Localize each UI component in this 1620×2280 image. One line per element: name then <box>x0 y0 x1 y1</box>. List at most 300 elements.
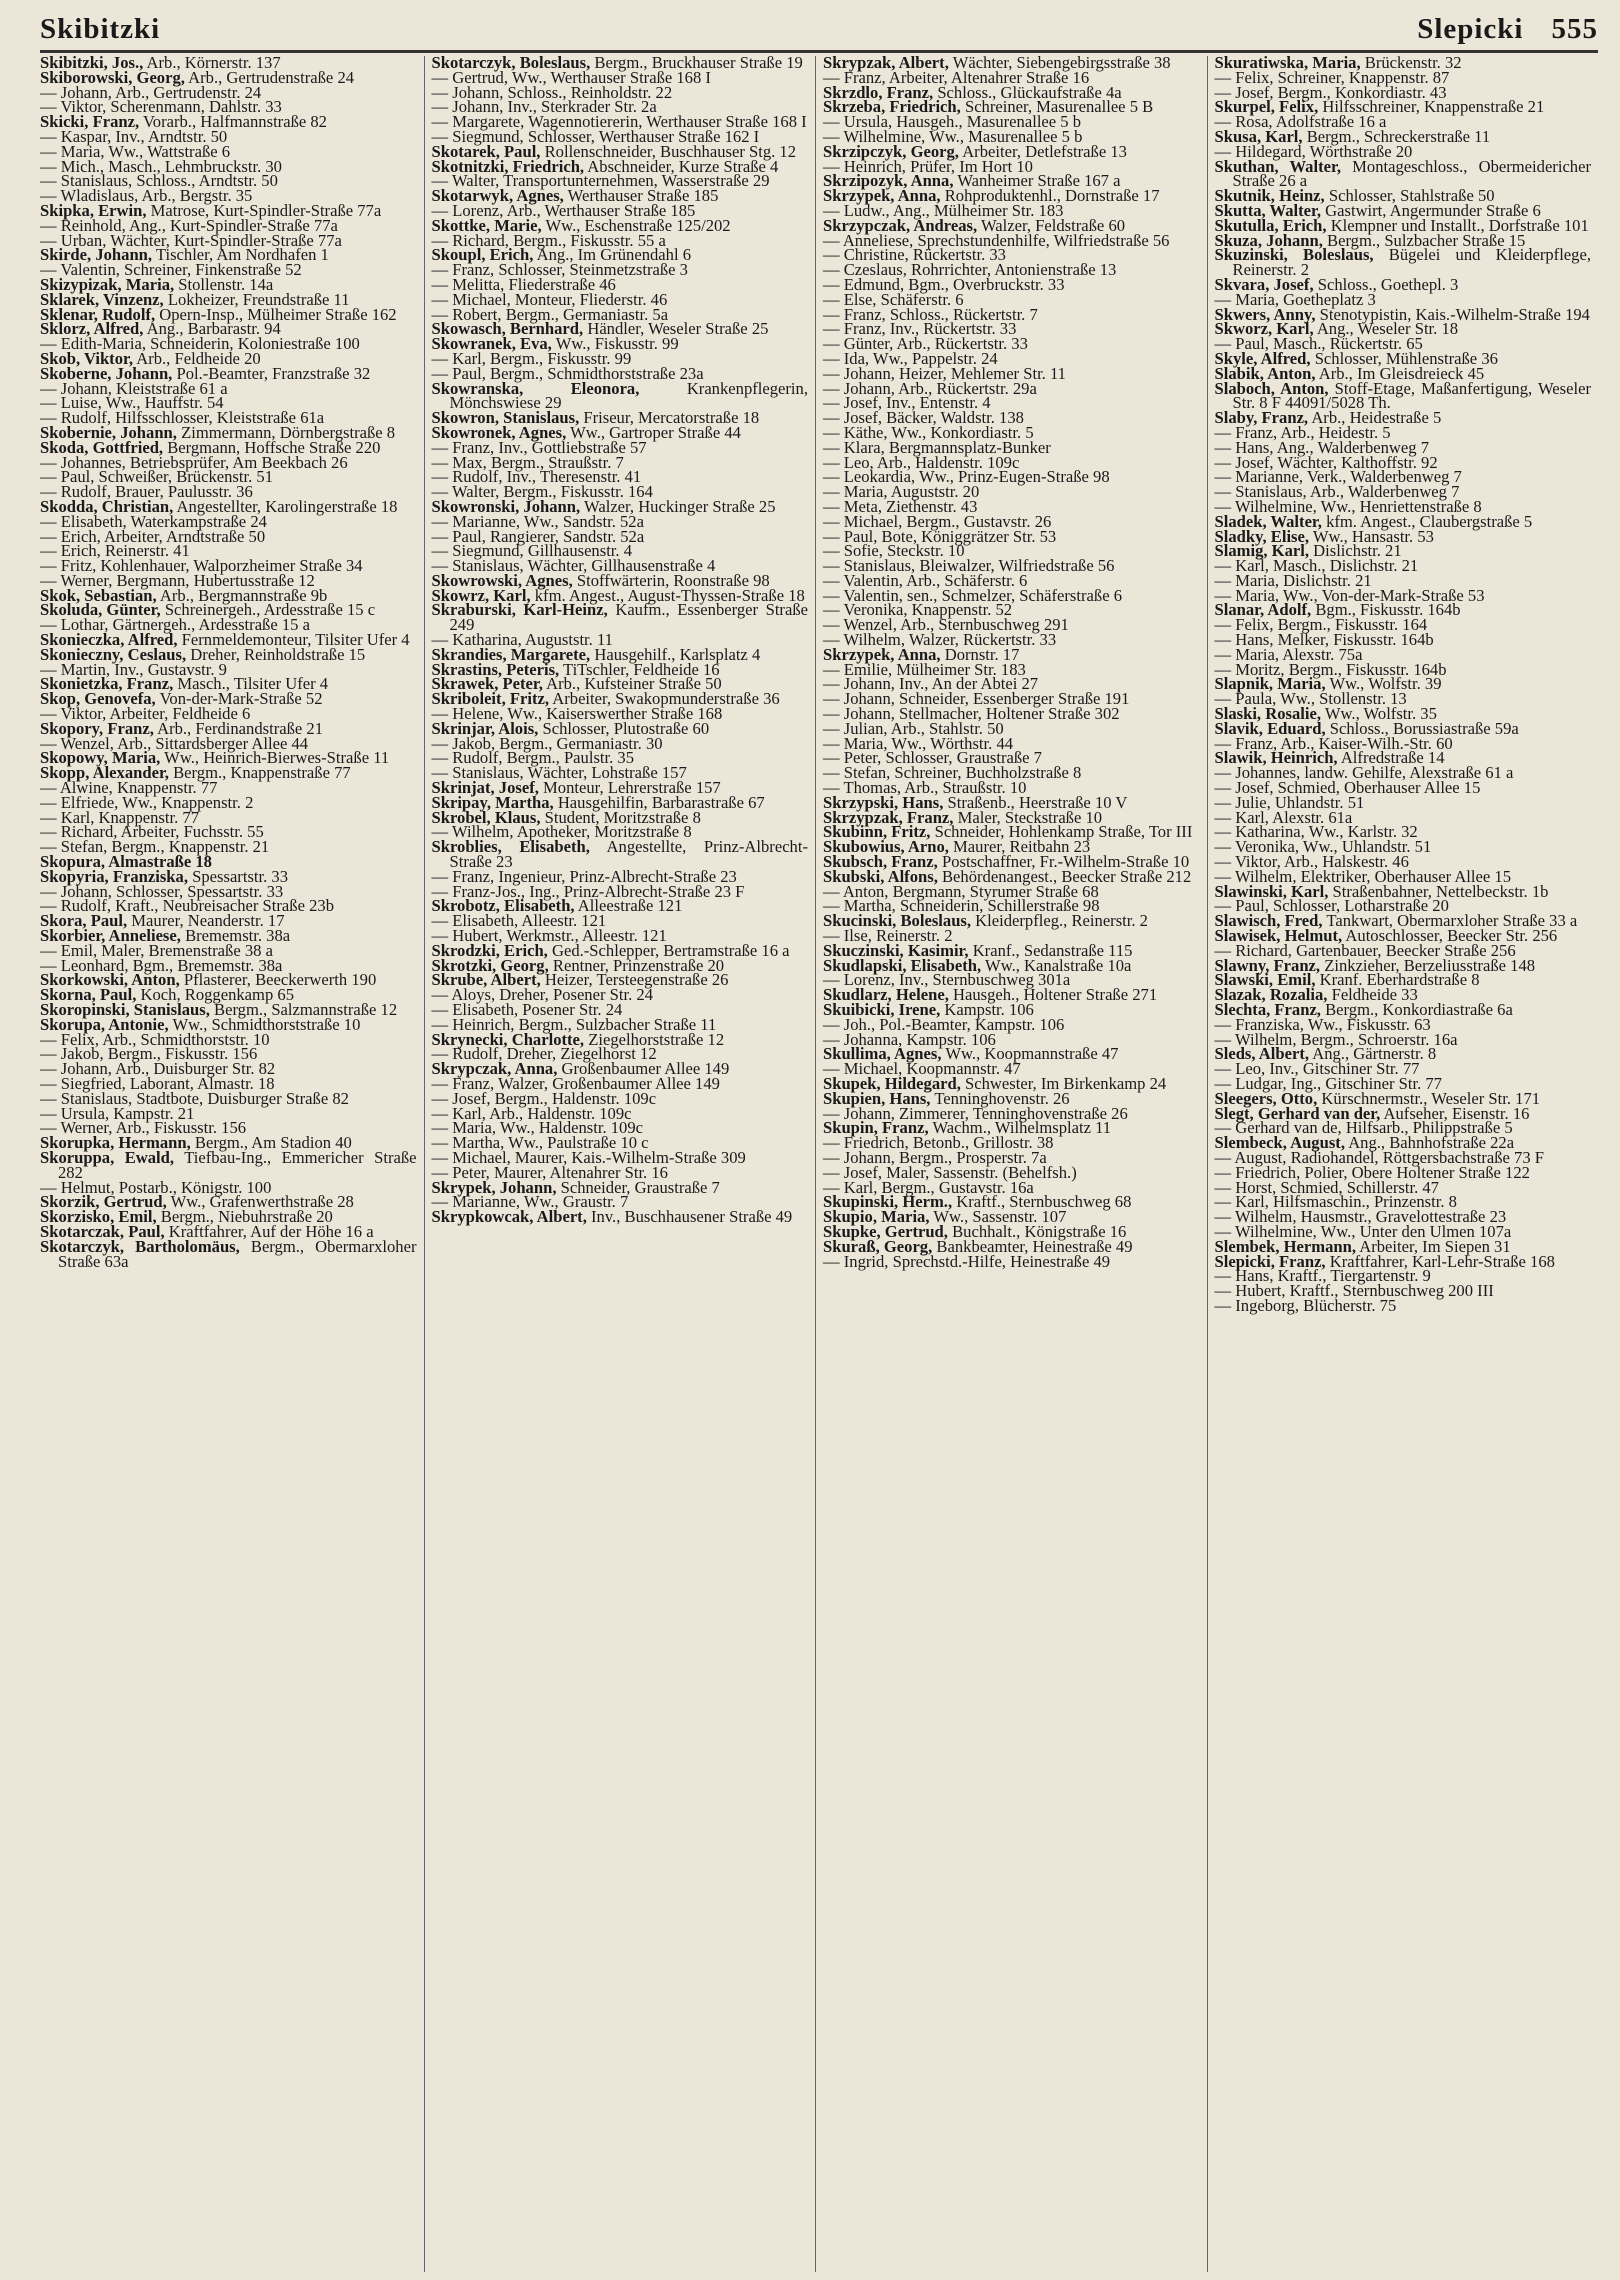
entry-surname: Skuibicki, Irene, <box>823 1000 941 1019</box>
entry-details: — Ursula, Kampstr. 21 <box>40 1103 195 1123</box>
entry-details: — Johannes, Betriebsprüfer, Am Beekbach 26 <box>40 452 348 472</box>
entry-details: — Josef, Schmied, Oberhauser Allee 15 <box>1214 778 1481 798</box>
entry-surname: Skonieczny, Ceslaus, <box>40 644 187 664</box>
column-1 <box>40 56 424 2272</box>
entry-surname: Slaboch, Anton, <box>1214 378 1329 398</box>
entry-details: — Maria, Dislichstr. 21 <box>1214 570 1372 590</box>
entry-details: — Rosa, Adolfstraße 16 a <box>1214 112 1387 132</box>
entry-details: Ziegelhorststraße 12 <box>584 1029 725 1049</box>
entry-surname: Slepicki, Franz, <box>1214 1251 1326 1271</box>
entry-details: Bergm., Obermarxloher Straße 63a <box>58 1236 417 1271</box>
entry-details: — Hubert, Kraftf., Sternbuschweg 200 III <box>1214 1281 1494 1301</box>
entry-surname: Skraburski, Karl-Heinz, <box>431 600 608 620</box>
entry-details: — Hildegard, Wörthstraße 20 <box>1214 141 1413 161</box>
entry-details: — Edmund, Bgm., Overbruckstr. 33 <box>823 274 1065 294</box>
entry-surname: Skrube, Albert, <box>431 970 541 990</box>
entry-surname: Skobernie, Johann, <box>40 422 177 442</box>
entry-surname: Slembek, Hermann, <box>1214 1236 1357 1256</box>
entry-details: Zinkzieher, Berzeliusstraße 148 <box>1320 955 1536 975</box>
entry-surname: Skorzik, Gertrud, <box>40 1192 167 1212</box>
entry-details: — Josef, Wächter, Kalthoffstr. 92 <box>1214 452 1438 472</box>
entry-surname: Skob, Viktor, <box>40 348 133 368</box>
entry-details: — Gertrud, Ww., Werthauser Straße 168 I <box>431 67 711 87</box>
directory-entry <box>431 600 809 635</box>
entry-details: — Josef, Inv., Entenstr. 4 <box>823 393 991 413</box>
directory-entry <box>1214 156 1592 191</box>
entry-details: Ww., Sassenstr. 107 <box>929 1207 1067 1227</box>
entry-details: Ged.-Schlepper, Bertramstraße 16 a <box>547 940 790 960</box>
entry-details: Montageschloss., Obermeidericher Straße 26 a <box>1232 156 1591 191</box>
entry-details: — Hans, Ang., Walderbenweg 7 <box>1214 437 1429 457</box>
entry-details: — Richard, Gartenbauer, Beecker Straße 256 <box>1214 940 1516 960</box>
entry-details: — Heinrich, Prüfer, Im Hort 10 <box>823 156 1033 176</box>
entry-surname: Skrastins, Peteris, <box>431 659 560 679</box>
entry-details: — Josef, Maler, Sassenstr. (Behelfsh.) <box>823 1162 1077 1182</box>
directory-entry <box>40 1236 417 1271</box>
entry-details: Friseur, Mercatorstraße 18 <box>579 408 760 428</box>
entry-details: — Werner, Bergmann, Hubertusstraße 12 <box>40 570 315 590</box>
entry-details: — Viktor, Arbeiter, Feldheide 6 <box>40 704 251 724</box>
entry-details: Schneider, Hohlenkamp Straße, Tor III <box>930 822 1193 842</box>
entry-details: Arb., Gertrudenstraße 24 <box>184 67 355 87</box>
entry-details: — Ludgar, Ing., Gitschiner Str. 77 <box>1214 1073 1442 1093</box>
entry-surname: Skrobel, Klaus, <box>431 807 541 827</box>
entry-surname: Slapnik, Maria, <box>1214 674 1326 694</box>
entry-surname: Skowron, Stanislaus, <box>431 408 580 428</box>
entry-details: — Lorenz, Arb., Werthauser Straße 185 <box>431 200 696 220</box>
entry-details: — Hans, Kraftf., Tiergartenstr. 9 <box>1214 1266 1431 1286</box>
entry-surname: Skuthan, Walter, <box>1214 156 1341 176</box>
entry-surname: Skyle, Alfred, <box>1214 348 1311 368</box>
entry-surname: Skuza, Johann, <box>1214 230 1323 250</box>
entry-details: Feldheide 33 <box>1327 985 1418 1005</box>
entry-surname: Skudlarz, Helene, <box>823 985 949 1005</box>
entry-details: — Siegmund, Schlosser, Werthauser Straße 162 I <box>431 126 760 146</box>
entry-details: Arb., Ferdinandstraße 21 <box>153 718 324 738</box>
entry-details: Bankbeamter, Heinestraße 49 <box>932 1236 1133 1256</box>
entry-details: — Max, Bergm., Straußstr. 7 <box>431 452 624 472</box>
entry-details: Tankwart, Obermarxloher Straße 33 a <box>1322 911 1578 931</box>
entry-surname: Skowasch, Bernhard, <box>431 319 584 339</box>
entry-details: Straßenbahner, Nettelbeckstr. 1b <box>1328 881 1549 901</box>
entry-surname: Slawinski, Karl, <box>1214 881 1329 901</box>
entry-details: — Anton, Bergmann, Styrumer Straße 68 <box>823 881 1099 901</box>
entry-details: Schreinergeh., Ardesstraße 15 c <box>160 600 376 620</box>
entry-details: Schloss., Borussiastraße 59a <box>1325 718 1519 738</box>
entry-details: — Wilhelm, Walzer, Rückertstr. 33 <box>823 630 1057 650</box>
column-4 <box>1207 56 1599 2272</box>
entry-details: Dislichstr. 21 <box>1309 541 1402 561</box>
entry-surname: Skrinjat, Josef, <box>431 778 539 798</box>
entry-details: Maler, Steckstraße 10 <box>953 807 1103 827</box>
entry-details: — Felix, Schreiner, Knappenstr. 87 <box>1214 67 1450 87</box>
entry-surname: Skurpel, Felix, <box>1214 97 1319 117</box>
entry-details: Kampstr. 106 <box>940 1000 1034 1019</box>
entry-details: — Karl, Hilfsmaschin., Prinzenstr. 8 <box>1214 1192 1457 1212</box>
entry-details: Bergm., Konkordiastraße 6a <box>1320 1000 1513 1019</box>
entry-details: — Maria, Auguststr. 20 <box>823 482 980 502</box>
entry-surname: Skorna, Paul, <box>40 985 137 1005</box>
entry-surname: Slabik, Anton, <box>1214 363 1316 383</box>
entry-details: Ww., Schmidthorststraße 10 <box>168 1014 361 1034</box>
entry-surname: Skutulla, Erich, <box>1214 215 1327 235</box>
entry-surname: Skowranek, Eva, <box>431 334 552 354</box>
entry-surname: Skizypizak, Maria, <box>40 274 175 294</box>
entry-surname: Slanar, Adolf, <box>1214 600 1312 620</box>
directory-entry <box>431 378 809 413</box>
entry-surname: Skroblies, Elisabeth, <box>431 837 590 857</box>
entry-details: Straßenb., Heerstraße 10 V <box>943 792 1128 812</box>
entry-surname: Slawisch, Fred, <box>1214 911 1323 931</box>
entry-details: — Anneliese, Sprechstundenhilfe, Wilfriedstraße 56 <box>823 230 1170 250</box>
entry-surname: Skora, Paul, <box>40 911 128 931</box>
entry-details: — Josef, Bergm., Haldenstr. 109c <box>431 1088 657 1108</box>
entry-details: Ang., Weseler Str. 18 <box>1313 319 1459 339</box>
entry-details: — Alwine, Knappenstr. 77 <box>40 778 218 798</box>
directory-entry <box>40 1147 417 1182</box>
entry-details: Behördenangest., Beecker Straße 212 <box>937 866 1192 886</box>
entry-details: — Lorenz, Inv., Sternbuschweg 301a <box>823 970 1071 990</box>
entry-surname: Skvara, Josef, <box>1214 274 1314 294</box>
entry-surname: Skipka, Erwin, <box>40 200 147 220</box>
entry-details: — Luise, Ww., Hauffstr. 54 <box>40 393 224 413</box>
entry-details: Ww., Wolfstr. 35 <box>1321 704 1437 724</box>
entry-details: — Ludw., Ang., Mülheimer Str. 183 <box>823 200 1064 220</box>
entry-details: — Lothar, Gärtnergeh., Ardesstraße 15 a <box>40 615 310 635</box>
entry-details: Buchhalt., Königstraße 16 <box>947 1221 1127 1241</box>
entry-details: Inv., Buschhausener Straße 49 <box>586 1207 793 1227</box>
entry-surname: Skotarek, Paul, <box>431 141 541 161</box>
entry-details: — Maria, Ww., Wattstraße 6 <box>40 141 231 161</box>
entry-details: Aufseher, Eisenstr. 16 <box>1380 1103 1530 1123</box>
entry-details: — Siegfried, Laborant, Almastr. 18 <box>40 1073 275 1093</box>
entry-details: — Johann, Stellmacher, Holtener Straße 302 <box>823 704 1120 724</box>
entry-details: Dreher, Reinholdstraße 15 <box>186 644 366 664</box>
entry-surname: Slechta, Franz, <box>1214 1000 1321 1019</box>
entry-details: Wanheimer Straße 167 a <box>953 171 1121 191</box>
entry-details: — Josef, Bergm., Konkordiastr. 43 <box>1214 82 1447 102</box>
entry-details: Schlosser, Mühlenstraße 36 <box>1310 348 1498 368</box>
entry-details: — Ursula, Hausgeh., Masurenallee 5 b <box>823 112 1082 132</box>
entry-details: Stoff-Etage, Maßanfertigung, Weseler Str. 8 F 44091/5028 Th. <box>1232 378 1591 413</box>
entry-details: — Karl, Bergm., Gustavstr. 16a <box>823 1177 1034 1197</box>
entry-details: Krankenpflegerin, Mönchswiese 29 <box>449 378 808 413</box>
entry-details: Pflasterer, Beeckerwerth 190 <box>179 970 377 990</box>
entry-surname: Skripay, Martha, <box>431 792 554 812</box>
entry-surname: Skorupka, Hermann, <box>40 1133 191 1153</box>
entry-details: — Veronika, Knappenstr. 52 <box>823 600 1013 620</box>
entry-details: — Johann, Kleiststraße 61 a <box>40 378 228 398</box>
entry-details: Schloss., Glückaufstraße 4a <box>933 82 1122 102</box>
header-left-keyword: Skibitzki <box>40 13 161 45</box>
entry-surname: Skopowy, Maria, <box>40 748 161 768</box>
entry-details: — Günter, Arb., Rückertstr. 33 <box>823 334 1028 354</box>
entry-surname: Skrotzki, Georg, <box>431 955 549 975</box>
directory-entry <box>431 1207 809 1227</box>
entry-details: Ang., Bahnhofstraße 22a <box>1344 1133 1515 1153</box>
entry-details: — Karl, Arb., Haldenstr. 109c <box>431 1103 632 1123</box>
entry-surname: Skrzypski, Hans, <box>823 792 944 812</box>
entry-details: — Hans, Melker, Fiskusstr. 164b <box>1214 630 1434 650</box>
entry-details: Bergm., Knappenstraße 77 <box>168 763 351 783</box>
entry-details: Ang., Im Grünendahl 6 <box>533 245 692 265</box>
entry-surname: Skonietzka, Franz, <box>40 674 174 694</box>
entry-details: Bergm., Salzmannstraße 12 <box>209 1000 398 1019</box>
entry-surname: Skorupa, Antonie, <box>40 1014 169 1034</box>
entry-details: Opern-Insp., Mülheimer Straße 162 <box>155 304 397 324</box>
entry-details: Tiefbau-Ing., Emmericher Straße 282 <box>58 1147 417 1182</box>
entry-details: Koch, Roggenkamp 65 <box>136 985 294 1005</box>
entry-details: — Johann, Schlosser, Spessartstr. 33 <box>40 881 284 901</box>
entry-surname: Skok, Sebastian, <box>40 585 157 605</box>
entry-details: — Paul, Schweißer, Brückenstr. 51 <box>40 467 273 487</box>
entry-surname: Skrzypek, Anna, <box>823 186 941 206</box>
entry-details: Werthauser Straße 185 <box>563 186 719 206</box>
entry-details: Kraftfahrer, Auf der Höhe 16 a <box>164 1221 374 1241</box>
entry-details: Kranf., Sedanstraße 115 <box>968 940 1133 960</box>
entry-details: Schlosser, Plutostraße 60 <box>538 718 710 738</box>
entry-details: — Leokardia, Ww., Prinz-Eugen-Straße 98 <box>823 467 1110 487</box>
entry-details: — Sofie, Steckstr. 10 <box>823 541 965 561</box>
entry-details: — Katharina, Auguststr. 11 <box>431 630 613 650</box>
entry-details: — Johann, Arb., Gertrudenstr. 24 <box>40 82 262 102</box>
entry-details: Stollenstr. 14a <box>174 274 274 294</box>
entry-details: Arbeiter, Detlefstraße 13 <box>958 141 1127 161</box>
entry-details: — Wladislaus, Arb., Bergstr. 35 <box>40 186 253 206</box>
entry-details: — Marianne, Ww., Graustr. 7 <box>431 1192 629 1212</box>
entry-details: Ww., Heinrich-Bierwes-Straße 11 <box>160 748 390 768</box>
column-3 <box>815 56 1207 2272</box>
entry-details: Ww., Wolfstr. 39 <box>1325 674 1442 694</box>
entry-details: — Werner, Arb., Fiskusstr. 156 <box>40 1118 247 1138</box>
entry-details: Alleestraße 121 <box>574 896 683 916</box>
entry-surname: Skoupl, Erich, <box>431 245 534 265</box>
entry-details: — Wilhelmine, Ww., Henriettenstraße 8 <box>1214 496 1482 516</box>
entry-surname: Skrypzak, Albert, <box>823 56 949 72</box>
entry-details: Tenninghovenstr. 26 <box>930 1088 1070 1108</box>
entry-details: Autoschlosser, Beecker Str. 256 <box>1342 926 1558 946</box>
entry-surname: Skrzipozyk, Anna, <box>823 171 954 191</box>
entry-details: Bergm., Schreckerstraße 11 <box>1302 126 1491 146</box>
entry-details: — Valentin, Schreiner, Finkenstraße 52 <box>40 260 302 280</box>
entry-details: Schwester, Im Birkenkamp 24 <box>960 1073 1167 1093</box>
entry-surname: Skotnitzki, Friedrich, <box>431 156 585 176</box>
entry-surname: Skoda, Gottfried, <box>40 437 164 457</box>
entry-details: Von-der-Mark-Straße 52 <box>155 689 323 709</box>
entry-details: — Reinhold, Ang., Kurt-Spindler-Straße 77a <box>40 215 338 235</box>
entry-details: — Rudolf, Hilfsschlosser, Kleiststraße 61a <box>40 408 325 428</box>
entry-details: — Leo, Inv., Gitschiner Str. 77 <box>1214 1059 1420 1079</box>
entry-surname: Skucinski, Boleslaus, <box>823 911 972 931</box>
entry-details: Student, Moritzstraße 8 <box>540 807 701 827</box>
entry-details: — Jakob, Bergm., Germaniastr. 30 <box>431 733 663 753</box>
entry-details: — Christine, Rückertstr. 33 <box>823 245 1006 265</box>
entry-details: — Wilhelm, Apotheker, Moritzstraße 8 <box>431 822 692 842</box>
entry-surname: Slawik, Heinrich, <box>1214 748 1338 768</box>
entry-details: Ww., Grafenwerthstraße 28 <box>166 1192 354 1212</box>
entry-surname: Skopura, Almastraße 18 <box>40 852 212 872</box>
entry-details: — Rudolf, Bergm., Paulstr. 35 <box>431 748 635 768</box>
entry-details: Schreiner, Masurenallee 5 B <box>960 97 1154 117</box>
entry-details: — Walter, Transportunternehmen, Wasserstraße 29 <box>431 171 770 191</box>
entry-details: Ww., Gartroper Straße 44 <box>566 422 741 442</box>
entry-surname: Skowronski, Johann, <box>431 496 581 516</box>
entry-surname: Slaby, Franz, <box>1214 408 1309 428</box>
entry-details: Arb., Bergmannstraße 9b <box>156 585 328 605</box>
entry-surname: Slamig, Karl, <box>1214 541 1309 561</box>
entry-surname: Skubowius, Arno, <box>823 837 949 857</box>
entry-surname: Skrypkowcak, Albert, <box>431 1207 587 1227</box>
entry-details: Kürschnermstr., Weseler Str. 171 <box>1317 1088 1541 1108</box>
entry-details: Heizer, Tersteegenstraße 26 <box>540 970 729 990</box>
columns <box>40 56 1598 2272</box>
entry-details: — Margarete, Wagennotiererin, Werthauser Straße 168 I <box>431 112 807 132</box>
entry-surname: Skiborowski, Georg, <box>40 67 185 87</box>
entry-details: — Michael, Koopmannstr. 47 <box>823 1059 1021 1079</box>
entry-details: — Martha, Schneiderin, Schillerstraße 98 <box>823 896 1100 916</box>
header-right-keyword: Slepicki <box>1417 13 1524 45</box>
entry-details: Kleiderpfleg., Reinerstr. 2 <box>971 911 1148 931</box>
entry-surname: Skupien, Hans, <box>823 1088 931 1108</box>
entry-details: — Wilhelm, Bergm., Schroerstr. 16a <box>1214 1029 1458 1049</box>
entry-details: Abschneider, Kurze Straße 4 <box>584 156 779 176</box>
entry-details: Wächter, Siebengebirgsstraße 38 <box>948 56 1171 72</box>
entry-surname: Skoruppa, Ewald, <box>40 1147 175 1167</box>
entry-details: — Helmut, Postarb., Königstr. 100 <box>40 1177 272 1197</box>
directory-entry <box>1214 1295 1592 1315</box>
entry-details: — Johann, Heizer, Mehlemer Str. 11 <box>823 363 1066 383</box>
entry-details: Lokheizer, Freundstraße 11 <box>163 289 350 309</box>
entry-surname: Skotarczak, Paul, <box>40 1221 165 1241</box>
entry-details: Schneider, Graustraße 7 <box>556 1177 720 1197</box>
entry-surname: Skicki, Franz, <box>40 112 140 132</box>
entry-surname: Slavik, Eduard, <box>1214 718 1326 738</box>
entry-details: Arb., Kufsteiner Straße 50 <box>542 674 722 694</box>
entry-surname: Skop, Genovefa, <box>40 689 156 709</box>
entry-details: Wachm., Wilhelmsplatz 11 <box>928 1118 1112 1138</box>
entry-details: — Karl, Alexstr. 61a <box>1214 807 1353 827</box>
entry-details: — Ingrid, Sprechstd.-Hilfe, Heinestraße 49 <box>823 1251 1111 1271</box>
entry-details: — Michael, Maurer, Kais.-Wilhelm-Straße 309 <box>431 1147 746 1167</box>
entry-details: — Rudolf, Brauer, Paulusstr. 36 <box>40 482 253 502</box>
entry-details: Ww., Kanalstraße 10a <box>981 955 1132 975</box>
entry-details: — Heinrich, Bergm., Sulzbacher Straße 11 <box>431 1014 717 1034</box>
entry-surname: Skotarczyk, Bartholomäus, <box>40 1236 240 1256</box>
entry-details: — Erich, Reinerstr. 41 <box>40 541 190 561</box>
entry-details: — Rudolf, Dreher, Ziegelhorst 12 <box>431 1044 657 1064</box>
entry-details: — Viktor, Arb., Halskestr. 46 <box>1214 852 1409 872</box>
entry-details: — Johann, Arb., Duisburger Str. 82 <box>40 1059 276 1079</box>
entry-details: Klempner und Installt., Dorfstraße 101 <box>1326 215 1589 235</box>
entry-details: Alfredstraße 14 <box>1337 748 1445 768</box>
entry-details: — Käthe, Ww., Konkordiastr. 5 <box>823 422 1034 442</box>
entry-details: — Helene, Ww., Kaiserswerther Straße 168 <box>431 704 723 724</box>
entry-details: — Paul, Rangierer, Sandstr. 52a <box>431 526 645 546</box>
entry-details: — Maria, Ww., Haldenstr. 109c <box>431 1118 644 1138</box>
entry-details: — Veronika, Ww., Uhlandstr. 51 <box>1214 837 1432 857</box>
entry-details: — Stanislaus, Bleiwalzer, Wilfriedstraße 56 <box>823 556 1115 576</box>
entry-surname: Slazak, Rozalia, <box>1214 985 1328 1005</box>
entry-surname: Skorzisko, Emil, <box>40 1207 157 1227</box>
entry-details: Hilfsschreiner, Knappenstraße 21 <box>1318 97 1545 117</box>
entry-details: — Elfriede, Ww., Knappenstr. 2 <box>40 792 254 812</box>
entry-details: — Emil, Maler, Bremenstraße 38 a <box>40 940 273 960</box>
entry-surname: Skupio, Maria, <box>823 1207 930 1227</box>
directory-entry <box>431 837 809 872</box>
entry-details: Bergm., Niebuhrstraße 20 <box>156 1207 333 1227</box>
entry-details: TiTschler, Feldheide 16 <box>559 659 720 679</box>
entry-surname: Skrzipczyk, Georg, <box>823 141 959 161</box>
entry-details: Dornstr. 17 <box>940 644 1020 664</box>
entry-details: — Maria, Ww., Von-der-Mark-Straße 53 <box>1214 585 1485 605</box>
entry-details: Kraftfahrer, Karl-Lehr-Straße 168 <box>1325 1251 1555 1271</box>
entry-details: — Stanislaus, Stadtbote, Duisburger Straße 82 <box>40 1088 349 1108</box>
entry-details: Hausgehilf., Karlsplatz 4 <box>590 644 761 664</box>
entry-details: — Fritz, Kohlenhauer, Walporzheimer Straße 34 <box>40 556 363 576</box>
entry-details: — Thomas, Arb., Straußstr. 10 <box>823 778 1027 798</box>
entry-details: — Franz, Inv., Gottliebstraße 57 <box>431 437 647 457</box>
header-right <box>1417 13 1598 46</box>
entry-details: — Horst, Schmied, Schillerstr. 47 <box>1214 1177 1439 1197</box>
entry-details: — Gerhard van de, Hilfsarb., Philippstraße 5 <box>1214 1118 1513 1138</box>
entry-details: — Wilhelm, Hausmstr., Gravelottestraße 23 <box>1214 1207 1507 1227</box>
entry-details: — Elisabeth, Posener Str. 24 <box>431 1000 623 1019</box>
entry-details: kfm. Angest., August-Thyssen-Straße 18 <box>530 585 805 605</box>
entry-details: — Felix, Bergm., Fiskusstr. 164 <box>1214 615 1428 635</box>
entry-details: — Johann, Schloss., Reinholdstr. 22 <box>431 82 673 102</box>
entry-details: Angestellte, Prinz-Albrecht-Straße 23 <box>449 837 808 872</box>
entry-surname: Skrandies, Margarete, <box>431 644 591 664</box>
entry-details: Matrose, Kurt-Spindler-Straße 77a <box>146 200 382 220</box>
entry-details: — Meta, Ziethenstr. 43 <box>823 496 978 516</box>
entry-details: — Stanislaus, Wächter, Gillhausenstraße 4 <box>431 556 716 576</box>
entry-surname: Sleegers, Otto, <box>1214 1088 1318 1108</box>
entry-details: — Rudolf, Kraft., Neubreisacher Straße 23b <box>40 896 334 916</box>
entry-details: — Emilie, Mülheimer Str. 183 <box>823 659 1026 679</box>
entry-surname: Skoluda, Günter, <box>40 600 161 620</box>
entry-details: Ang., Gärtnerstr. 8 <box>1309 1044 1437 1064</box>
entry-details: — Paul, Bergm., Schmidthorststraße 23a <box>431 363 704 383</box>
entry-surname: Skrodzki, Erich, <box>431 940 548 960</box>
entry-surname: Sleds, Albert, <box>1214 1044 1309 1064</box>
entry-details: — Paul, Schlosser, Lotharstraße 20 <box>1214 896 1449 916</box>
entry-details: Rohproduktenhl., Dornstraße 17 <box>940 186 1160 206</box>
entry-surname: Skoberne, Johann, <box>40 363 173 383</box>
entry-details: Postschaffner, Fr.-Wilhelm-Straße 10 <box>937 852 1190 872</box>
entry-details: Fernmeldemonteur, Tilsiter Ufer 4 <box>177 630 410 650</box>
entry-details: — Mich., Masch., Lehmbruckstr. 30 <box>40 156 282 176</box>
entry-details: Ww., Koopmannstraße 47 <box>941 1044 1119 1064</box>
entry-details: — Michael, Bergm., Gustavstr. 26 <box>823 511 1052 531</box>
entry-surname: Sklarek, Vinzenz, <box>40 289 164 309</box>
entry-details: — Martin, Inv., Gustavstr. 9 <box>40 659 227 679</box>
entry-details: — Karl, Masch., Dislichstr. 21 <box>1214 556 1419 576</box>
entry-details: Arbeiter, Swakopmunderstraße 36 <box>549 689 780 709</box>
entry-details: — Franz, Walzer, Großenbaumer Allee 149 <box>431 1073 720 1093</box>
entry-surname: Skrzypzak, Franz, <box>823 807 954 827</box>
entry-details: — Robert, Bergm., Germaniastr. 5a <box>431 304 669 324</box>
entry-surname: Skrzeba, Friedrich, <box>823 97 961 117</box>
entry-details: — Richard, Bergm., Fiskusstr. 55 a <box>431 230 666 250</box>
entry-details: — Johann, Inv., An der Abtei 27 <box>823 674 1039 694</box>
entry-details: Bügelei und Kleiderpflege, Reinerstr. 2 <box>1232 245 1591 280</box>
entry-details: — Peter, Schlosser, Graustraße 7 <box>823 748 1042 768</box>
entry-details: Brückenstr. 32 <box>1360 56 1462 72</box>
entry-details: Ww., Fiskusstr. 99 <box>551 334 679 354</box>
entry-details: Kranf. Eberhardstraße 8 <box>1315 970 1480 990</box>
entry-details: Vorarb., Halfmannstraße 82 <box>139 112 327 132</box>
entry-surname: Skwers, Anny, <box>1214 304 1316 324</box>
